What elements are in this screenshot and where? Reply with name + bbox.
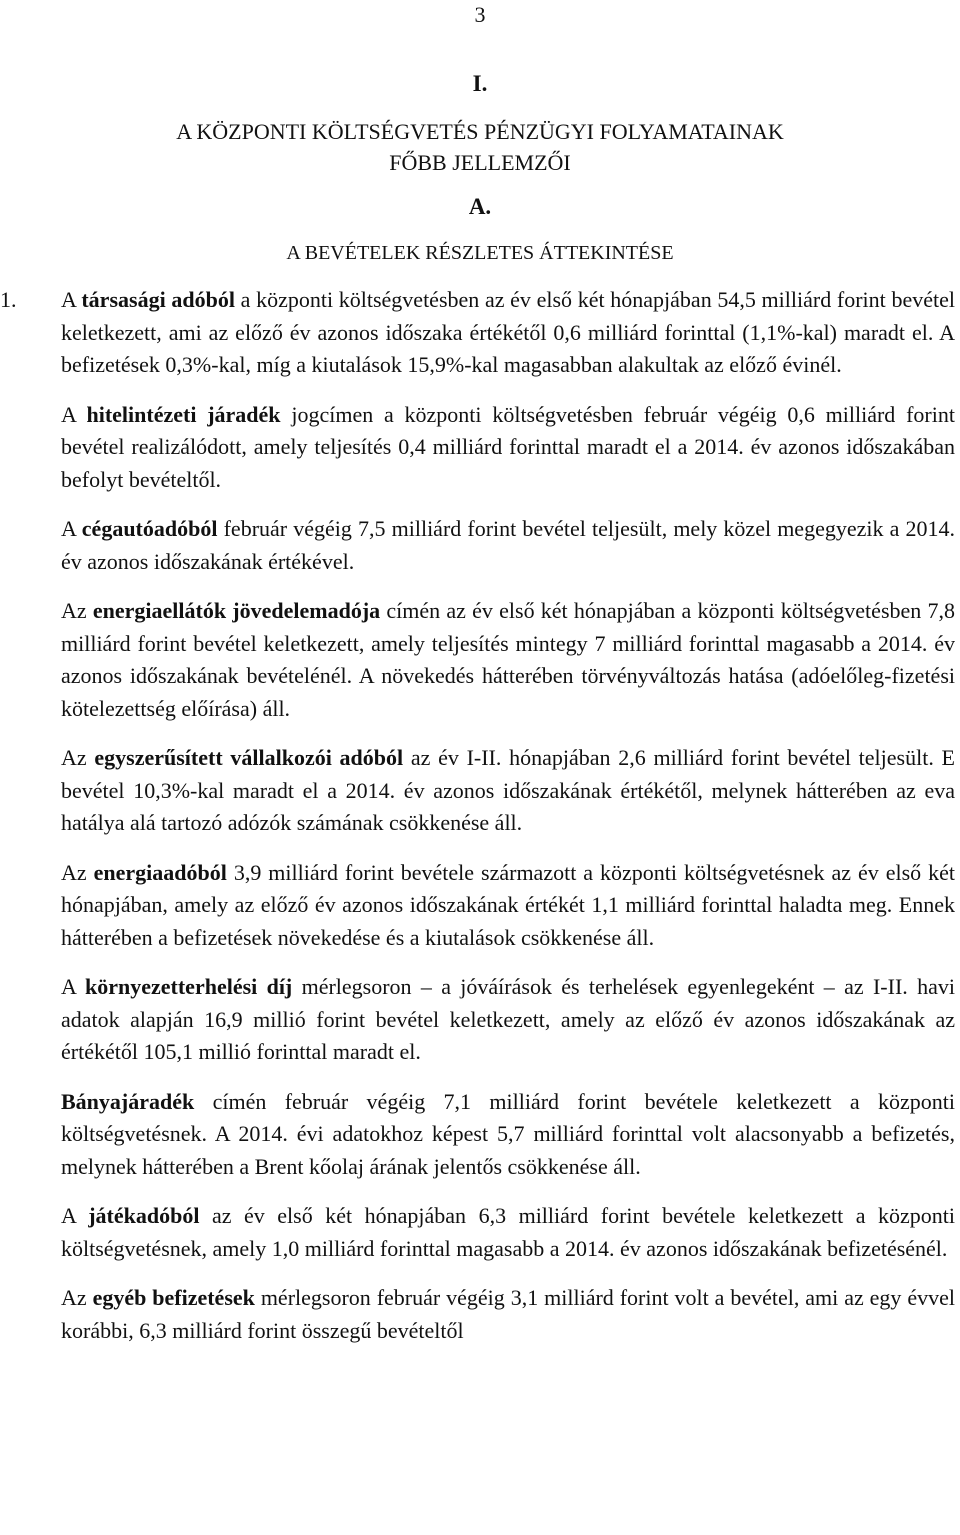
term-energy-tax: energiaadóból (93, 859, 227, 885)
term-energy-supplier-tax: energiaellátók jövedelemadója (92, 598, 381, 623)
paragraph-energy-supplier-tax: Az energiaellátók jövedelemadója címén az év első két hónapjában a központi költségvetésben 7,8 milliárd forint bevétel keletkezett, amely teljesítés mintegy 7 milliárd forinttal magasabb a 2014. év azonos időszakának bevételénél. A növekedés hátterében törvényváltozás hatása (adóelőleg-fizetési kötelezettség előírása) áll. (61, 598, 955, 721)
chapter-title (0, 116, 960, 178)
chapter-title-line-2: FŐBB JELLEMZŐI (389, 150, 571, 175)
term-company-car-tax: cégautóadóból (81, 516, 218, 541)
item-number: 1. (0, 287, 17, 312)
paragraph-company-car-tax: A cégautóadóból február végéig 7,5 milliárd forint bevétel teljesült, mely közel megegyezik a 2014. év azonos időszakának értékével. (61, 516, 955, 574)
term-mining-royalty: Bányajáradék (61, 1088, 195, 1114)
paragraph-environmental-fee: A környezetterhelési díj mérlegsoron – a jóváírások és terhelések egyenlegeként – az I-II. havi adatok alapján 16,9 millió forint bevétel keletkezett, amely az előző év azonos időszakának az értékétől 105,1 millió forinttal maradt el. (61, 974, 955, 1064)
paragraph-credit-institution-annuity: A hitelintézeti járadék jogcímen a központi költségvetésben február végéig 0,6 milliárd forint bevétel realizálódott, amely teljesítés 0,4 milliárd forinttal maradt el a 2014. év azonos időszakában befolyt bevételtől. (61, 401, 955, 492)
paragraph-other-payments: Az egyéb befizetések mérlegsoron február végéig 3,1 milliárd forint volt a bevétel, ami az egy évvel korábbi, 6,3 milliárd forint összegű bevételtől (61, 1285, 955, 1343)
term-corporate-tax: társasági adóból (81, 287, 235, 312)
chapter-number: I. (472, 71, 488, 96)
term-environmental-fee: környezetterhelési díj (85, 974, 293, 999)
paragraph-energy-tax: Az energiaadóból 3,9 milliárd forint bevétele származott a központi költségvetésnek az év első két hónapjában, amely az előző év azonos időszakának értékét 1,1 milliárd forinttal haladta meg. Ennek hátterében a befizetések növekedése és a kiutalások csökkenése áll. (61, 859, 955, 950)
section-letter: A. (468, 194, 492, 219)
term-simplified-business-tax: egyszerűsített vállalkozói adóból (94, 745, 404, 770)
chapter-title-line-1: A KÖZPONTI KÖLTSÉGVETÉS PÉNZÜGYI FOLYAMATAINAK (176, 119, 784, 144)
term-gaming-tax: játékadóból (88, 1203, 200, 1228)
paragraph-gaming-tax: A játékadóból az év első két hónapjában 6,3 milliárd forint bevétele keletkezett a központi költségvetésnek, amely 1,0 milliárd forinttal magasabb a 2014. év azonos időszakának befizetésénél. (61, 1203, 955, 1261)
paragraph-simplified-business-tax: Az egyszerűsített vállalkozói adóból az év I-II. hónapjában 2,6 milliárd forint bevétel teljesült. E bevétel 10,3%-kal maradt el a 2014. év azonos időszakának értékétől, melynek hátterében az eva hatálya alá tartozó adózók számának csökkenése áll. (61, 745, 955, 835)
term-credit-institution-annuity: hitelintézeti járadék (86, 401, 281, 427)
paragraph-corporate-tax: A társasági adóból a központi költségvetésben az év első két hónapjában 54,5 milliárd forint bevétel keletkezett, ami az előző év azonos időszaka értékétől 0,6 milliárd forinttal (1,1%-kal) maradt el. A befizetések 0,3%-kal, míg a kiutalások 15,9%-kal magasabban alakultak az előző évinél. (61, 287, 955, 377)
paragraph-mining-royalty: Bányajáradék címén február végéig 7,1 milliárd forint bevétele keletkezett a központi költségvetésnek. A 2014. évi adatokhoz képest 5,7 milliárd forinttal volt alacsonyabb a befizetés, melynek hátterében a Brent kőolaj árának jelentős csökkenése áll. (61, 1088, 955, 1179)
body-text (61, 284, 955, 1364)
section-title: A BEVÉTELEK RÉSZLETES ÁTTEKINTÉSE (286, 242, 674, 264)
page-number: 3 (474, 2, 486, 27)
term-other-payments: egyéb befizetések (92, 1285, 255, 1310)
